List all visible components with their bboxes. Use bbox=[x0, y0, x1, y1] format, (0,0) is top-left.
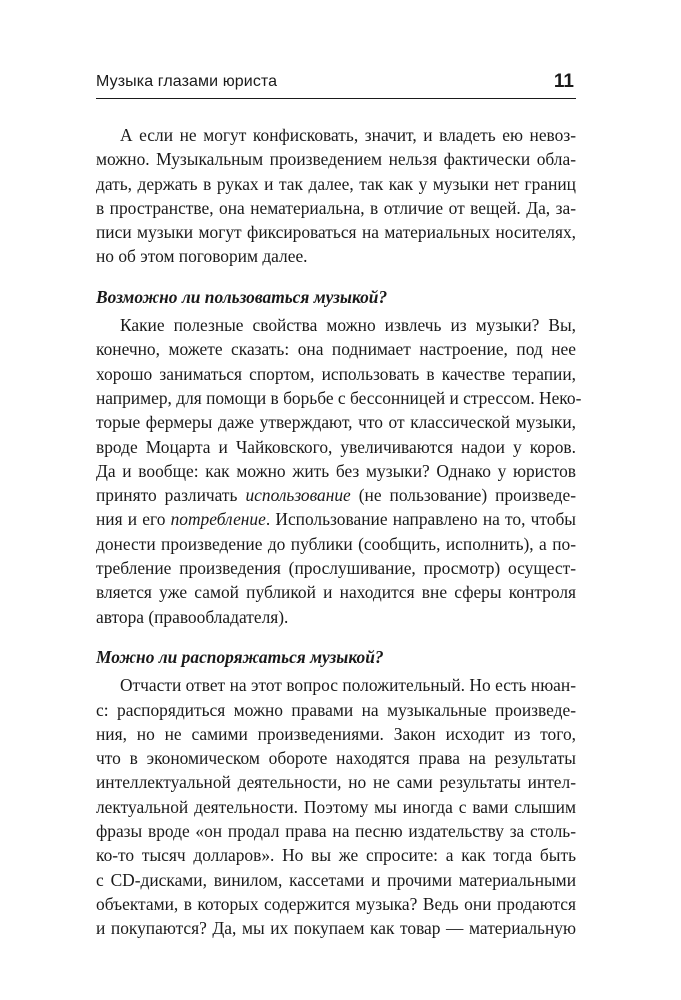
text-line: можно. Музыкальным произведением нельзя фактически обла- bbox=[96, 149, 576, 170]
body-text bbox=[96, 123, 582, 941]
text-line: А если не могут конфисковать, значит, и владеть ею невоз- bbox=[120, 125, 576, 145]
text-line: ко-то тысяч долларов». Но вы же спросите: а как тогда быть bbox=[96, 845, 576, 866]
text-line: с CD-дисками, винилом, кассетами и прочими материальными bbox=[96, 869, 576, 890]
text-line: торые фермеры даже утверждают, что от классической музыки, bbox=[96, 412, 576, 433]
text-line: вляется уже самой публикой и находится вне сферы контроля bbox=[96, 582, 576, 603]
text-line: интеллектуальной деятельности, но не сами результаты интел- bbox=[96, 772, 576, 793]
text-line: вроде Моцарта и Чайковского, увеличиваются надои у коров. bbox=[96, 436, 576, 457]
running-header bbox=[96, 70, 576, 99]
text-line bbox=[96, 483, 576, 507]
text-run: . Использование направлено на то, чтобы bbox=[265, 509, 576, 530]
term-usage: использование bbox=[245, 485, 351, 506]
paragraph-2 bbox=[96, 313, 582, 629]
text-line: Отчасти ответ на этот вопрос положительный. Но есть нюан- bbox=[120, 675, 576, 696]
term-consumption: потребление bbox=[170, 509, 266, 530]
page-number: 11 bbox=[553, 71, 574, 92]
text-line: фразы вроде «он продал права на песню издательству за столь- bbox=[96, 821, 576, 842]
text-line: конечно, можете сказать: она поднимает настроение, под нее bbox=[96, 339, 576, 360]
text-line: автора (правообладателя). bbox=[96, 606, 289, 627]
text-line: Какие полезные свойства можно извлечь из музыки? Вы, bbox=[120, 315, 576, 336]
text-line: но об этом поговорим далее. bbox=[96, 246, 308, 267]
paragraph-3 bbox=[96, 673, 576, 940]
text-run: ния и его bbox=[96, 509, 171, 530]
text-line: донести произведение до публики (сообщить, исполнить), а по- bbox=[96, 533, 576, 554]
section-heading-2: Можно ли распоряжаться музыкой? bbox=[96, 646, 384, 667]
text-run: (не пользование) произведе- bbox=[350, 485, 576, 506]
text-line: лектуальной деятельности. Поэтому мы иногда с вами слышим bbox=[96, 796, 576, 817]
text-line: требление произведения (прослушивание, просмотр) осущест- bbox=[96, 558, 576, 579]
paragraph-1 bbox=[96, 123, 576, 269]
running-title: Музыка глазами юриста bbox=[96, 73, 278, 90]
text-line: писи музыки могут фиксироваться на материальных носителях, bbox=[96, 222, 576, 243]
text-line: дать, держать в руках и так далее, так как у музыки нет границ bbox=[96, 173, 576, 194]
text-line: с: распорядиться можно правами на музыкальные произведе- bbox=[96, 699, 576, 720]
text-line: Да и вообще: как можно жить без музыки? Однако у юристов bbox=[96, 460, 576, 481]
text-line: что в экономическом обороте находятся права на результаты bbox=[96, 748, 576, 769]
section-heading-1: Возможно ли пользоваться музыкой? bbox=[96, 286, 388, 307]
text-line: ния, но не самими произведениями. Закон исходит из того, bbox=[96, 723, 576, 744]
text-line: объектами, в которых содержится музыка? Ведь они продаются bbox=[96, 893, 576, 914]
text-line: хорошо заниматься спортом, использовать в качестве терапии, bbox=[96, 363, 576, 384]
text-run: принято различать bbox=[96, 485, 246, 506]
text-line: и покупаются? Да, мы их покупаем как товар — материальную bbox=[96, 918, 576, 939]
text-line bbox=[96, 507, 576, 531]
text-line: например, для помощи в борьбе с бессонницей и стрессом. Неко- bbox=[96, 387, 582, 408]
text-line: в пространстве, она нематериальна, в отличие от вещей. Да, за- bbox=[96, 197, 576, 218]
